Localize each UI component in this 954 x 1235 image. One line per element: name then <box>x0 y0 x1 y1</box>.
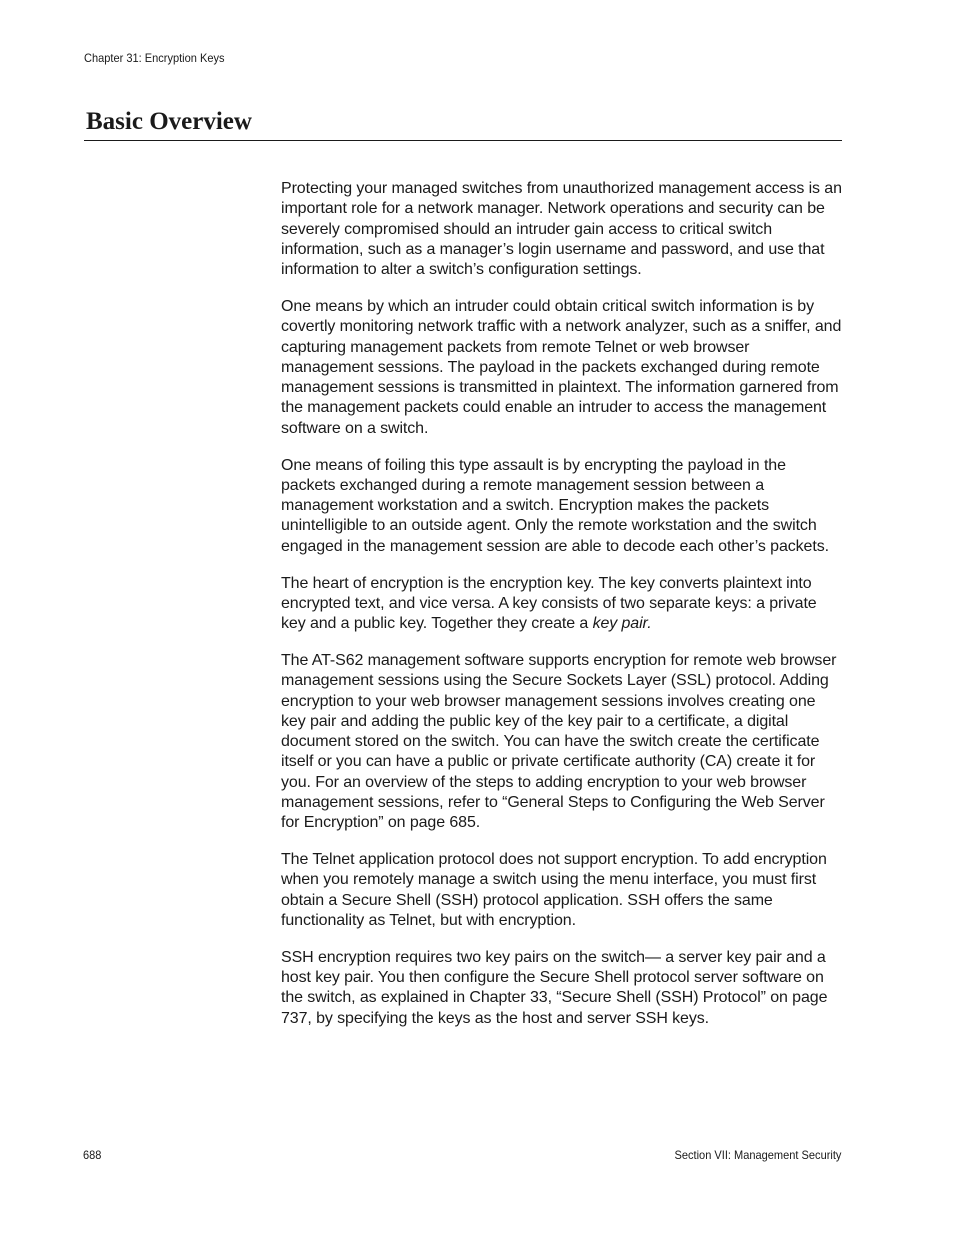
footer-section: Section VII: Management Security <box>674 1148 841 1162</box>
page-number: 688 <box>83 1148 102 1162</box>
paragraph-6: The Telnet application protocol does not support encryption. To add encryption when you remotely manage a switch using the menu interface, you must first obtain a Secure Shell (SSH) protocol application. SSH offers the same functionality as Telnet, but with encryption. <box>281 851 827 929</box>
paragraph-5: The AT-S62 management software supports encryption for remote web browser management sessions using the Secure Sockets Layer (SSL) protocol. Adding encryption to your web browser management sessions involves creating one key pair and adding the public key of the key pair to a certificate, a digital document stored on the switch. You can have the switch create the certificate itself or you can have a public or private certificate authority (CA) create it for you. For an overview of the steps to adding encryption to your web browser management sessions, refer to “General Steps to Configuring the Web Server for Encryption” on page 685. <box>281 651 837 832</box>
paragraph-3: One means of foiling this type assault is by encrypting the payload in the packets exchanged during a remote management session between a management workstation and a switch. Encryption makes the packets unintelligible to an outside agent. Only the remote workstation and the switch engaged in the management session are able to decode each other’s packets. <box>281 456 829 555</box>
section-title: Basic Overview <box>86 108 252 135</box>
paragraph-2: One means by which an intruder could obtain critical switch information is by covertly monitoring network traffic with a network analyzer, such as a sniffer, and capturing management packets from remote Telnet or web browser management sessions. The payload in the packets exchanged during remote management sessions is transmitted in plaintext. The information garnered from the management packets could enable an intruder to access the management software on a switch. <box>281 297 842 437</box>
paragraph-4-text: The heart of encryption is the encryption key. The key converts plaintext into encrypted text, and vice versa. A key consists of two separate keys: a private key and a public key. Together they create a <box>281 574 817 633</box>
body-text <box>281 179 843 1029</box>
paragraph-4 <box>281 574 843 635</box>
key-pair-term: key pair. <box>592 615 652 633</box>
running-header: Chapter 31: Encryption Keys <box>84 51 225 65</box>
paragraph-7: SSH encryption requires two key pairs on the switch— a server key pair and a host key pair. You then configure the Secure Shell protocol server software on the switch, as explained in Chapter 33, “Secure Shell (SSH) Protocol” on page 737, by specifying the keys as the host and server SSH keys. <box>281 948 828 1027</box>
paragraph-1: Protecting your managed switches from unauthorized management access is an important role for a network manager. Network operations and security can be severely compromised should an intruder gain access to critical switch information, such as a manager’s login username and password, and use that information to alter a switch’s configuration settings. <box>281 180 842 279</box>
title-rule <box>84 140 842 141</box>
